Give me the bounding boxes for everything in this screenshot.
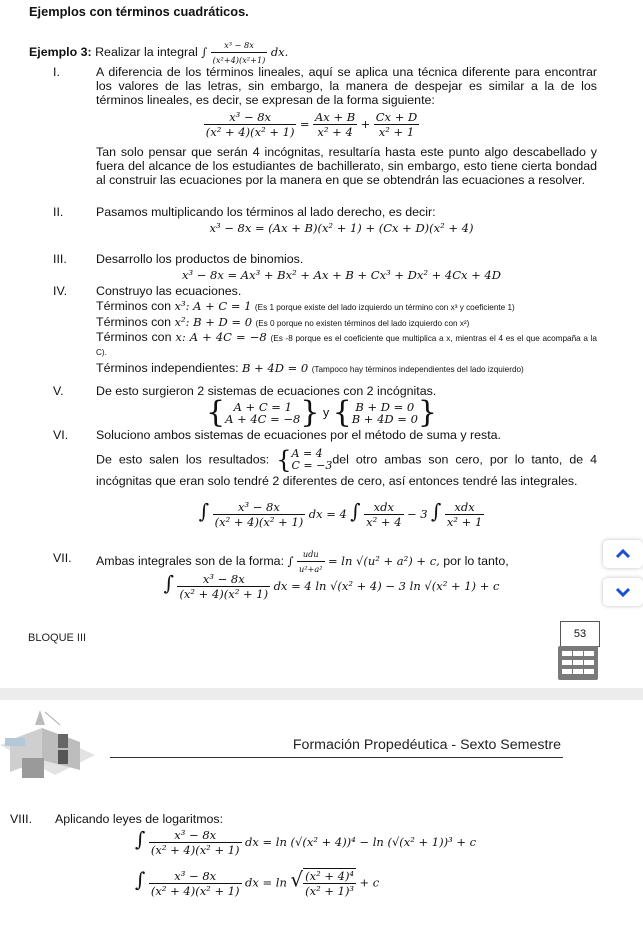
chevron-down-icon[interactable] <box>603 578 643 606</box>
school-building-illustration <box>0 700 100 800</box>
page-divider <box>0 688 643 700</box>
equation-line: Términos independientes: B + 4D = 0 (Tampoco hay términos independientes del lado izquierdo) <box>96 361 524 375</box>
header-underline <box>110 757 563 758</box>
step-number: IV. <box>53 284 68 298</box>
step-number: VI. <box>53 428 69 442</box>
partial-fraction-equation: $\frac{\text{x³ − 8x}}{\text{(x² + 4)(x² + 1)}}$ = $\frac{Ax + B}{\text{x² + 4}}$ + $\frac{Cx + D}{\text{x² + 1}}$ <box>205 110 418 139</box>
equation-line: Términos con x³: A + C = 1 (Es 1 porque existe del lado izquierdo un término con x³ y coeficiente 1) <box>96 299 515 313</box>
calculator-icon <box>558 646 598 680</box>
step-text: De esto surgieron 2 sistemas de ecuaciones con 2 incógnitas. <box>96 384 437 398</box>
results-text: De esto salen los resultados: { A = 4 C = −3 del otro ambas son cero, por lo tanto, de 4 incógnitas que eran solo tendré 2 diferentes de cero, así entonces tendré las integrales. <box>96 446 597 488</box>
log-equation-1: ∫ $\frac{\text{x³ − 8x}}{\text{(x² + 4)(x² + 1)}}$ dx = ln (√(x² + 4))⁴ − ln (√(x² + 1))³ + c <box>135 826 477 857</box>
chevron-up-icon[interactable] <box>603 540 643 568</box>
step-number: I. <box>53 65 60 79</box>
equation-line: Términos con x²: B + D = 0 (Es 0 porque no existen términos del lado izquierdo con x²) <box>96 315 470 329</box>
example-heading: Ejemplo 3: Realizar la integral ∫ $\frac{\text{x³ − 8x}}{\text{(x²+4)(x²+1)}}$ dx. <box>29 40 289 65</box>
step-number: III. <box>53 252 67 266</box>
section-title: Ejemplos con términos cuadráticos. <box>29 4 249 19</box>
equation-line: Términos con x: A + 4C = −8 (Es -8 porque es el coeficiente que multiplica a x, mientras el 4 es el que acompaña a la C). <box>96 330 597 357</box>
step-text: Soluciono ambos sistemas de ecuaciones por el método de suma y resta. <box>96 428 501 442</box>
integral-decomposition: ∫ $\frac{\text{x³ − 8x}}{\text{(x² + 4)(x² + 1)}}$ dx = 4 ∫ $\frac{\text{xdx}}{\text{x² + 4}}$ − 3 ∫ $\frac{\text{xdx}}{\text{x² + 1}}$ <box>198 498 483 529</box>
step-number: II. <box>53 205 64 219</box>
example-label: Ejemplo 3: <box>29 44 92 59</box>
equation: x³ − 8x = Ax³ + Bx² + Ax + B + Cx³ + Dx² + 4Cx + 4D <box>182 268 501 282</box>
step-text: Tan solo pensar que serán 4 incógnitas, resultaría hasta este punto algo descabellado y fuera del alcance de los estudiantes de bachillerato, sin embargo, esto tiene cierta bondad al construir las ecuaciones por la manera en que se obtendrán las ecuaciones a resolver. <box>96 145 597 187</box>
step-text: Aplicando leyes de logaritmos: <box>55 812 224 826</box>
page-number: 53 <box>560 621 600 647</box>
example-fraction: $\frac{\text{x³ − 8x}}{\text{(x²+4)(x²+1)}}$ <box>212 40 266 65</box>
log-equation-2: ∫ $\frac{\text{x³ − 8x}}{\text{(x² + 4)(x² + 1)}}$ dx = ln √ $\frac{\text{(x² + 4)⁴}}{\text{(x² + 1)³}}$ + c <box>135 867 380 898</box>
example-text: Realizar la integral <box>95 44 198 59</box>
equation: x³ − 8x = (Ax + B)(x² + 1) + (Cx + D)(x² + 4) <box>209 221 474 235</box>
step-text: Desarrollo los productos de binomios. <box>96 252 304 266</box>
bloque-label: BLOQUE III <box>28 632 87 644</box>
step-number: VII. <box>53 551 72 565</box>
book-header: Formación Propedéutica - Sexto Semestre <box>292 737 561 753</box>
step-text: Construyo las ecuaciones. <box>96 284 242 298</box>
step-text: Pasamos multiplicando los términos al lado derecho, es decir: <box>96 205 436 219</box>
step-number: VIII. <box>10 812 33 826</box>
step-text: A diferencia de los términos lineales, aquí se aplica una técnica diferente para encontrar los valores de las letras, sin embargo, la manera de despejar es similar a la de los términos lineales, es decir, se expresan de la forma siguiente: <box>96 65 597 107</box>
equation-systems: { A + C = 1 A + 4C = −8 } y { B + D = 0 B + 4D = 0 } <box>206 395 437 430</box>
step-number: V. <box>53 384 64 398</box>
step-text: Ambas integrales son de la forma: ∫ $\frac{\text{udu}}{\text{u²+a²}}$ = ln √(u² + a²) + c, por lo tanto, <box>96 549 509 574</box>
integral-result: ∫ $\frac{\text{x³ − 8x}}{\text{(x² + 4)(x² + 1)}}$ dx = 4 ln √(x² + 4) − 3 ln √(x² + 1) + c <box>163 570 500 601</box>
